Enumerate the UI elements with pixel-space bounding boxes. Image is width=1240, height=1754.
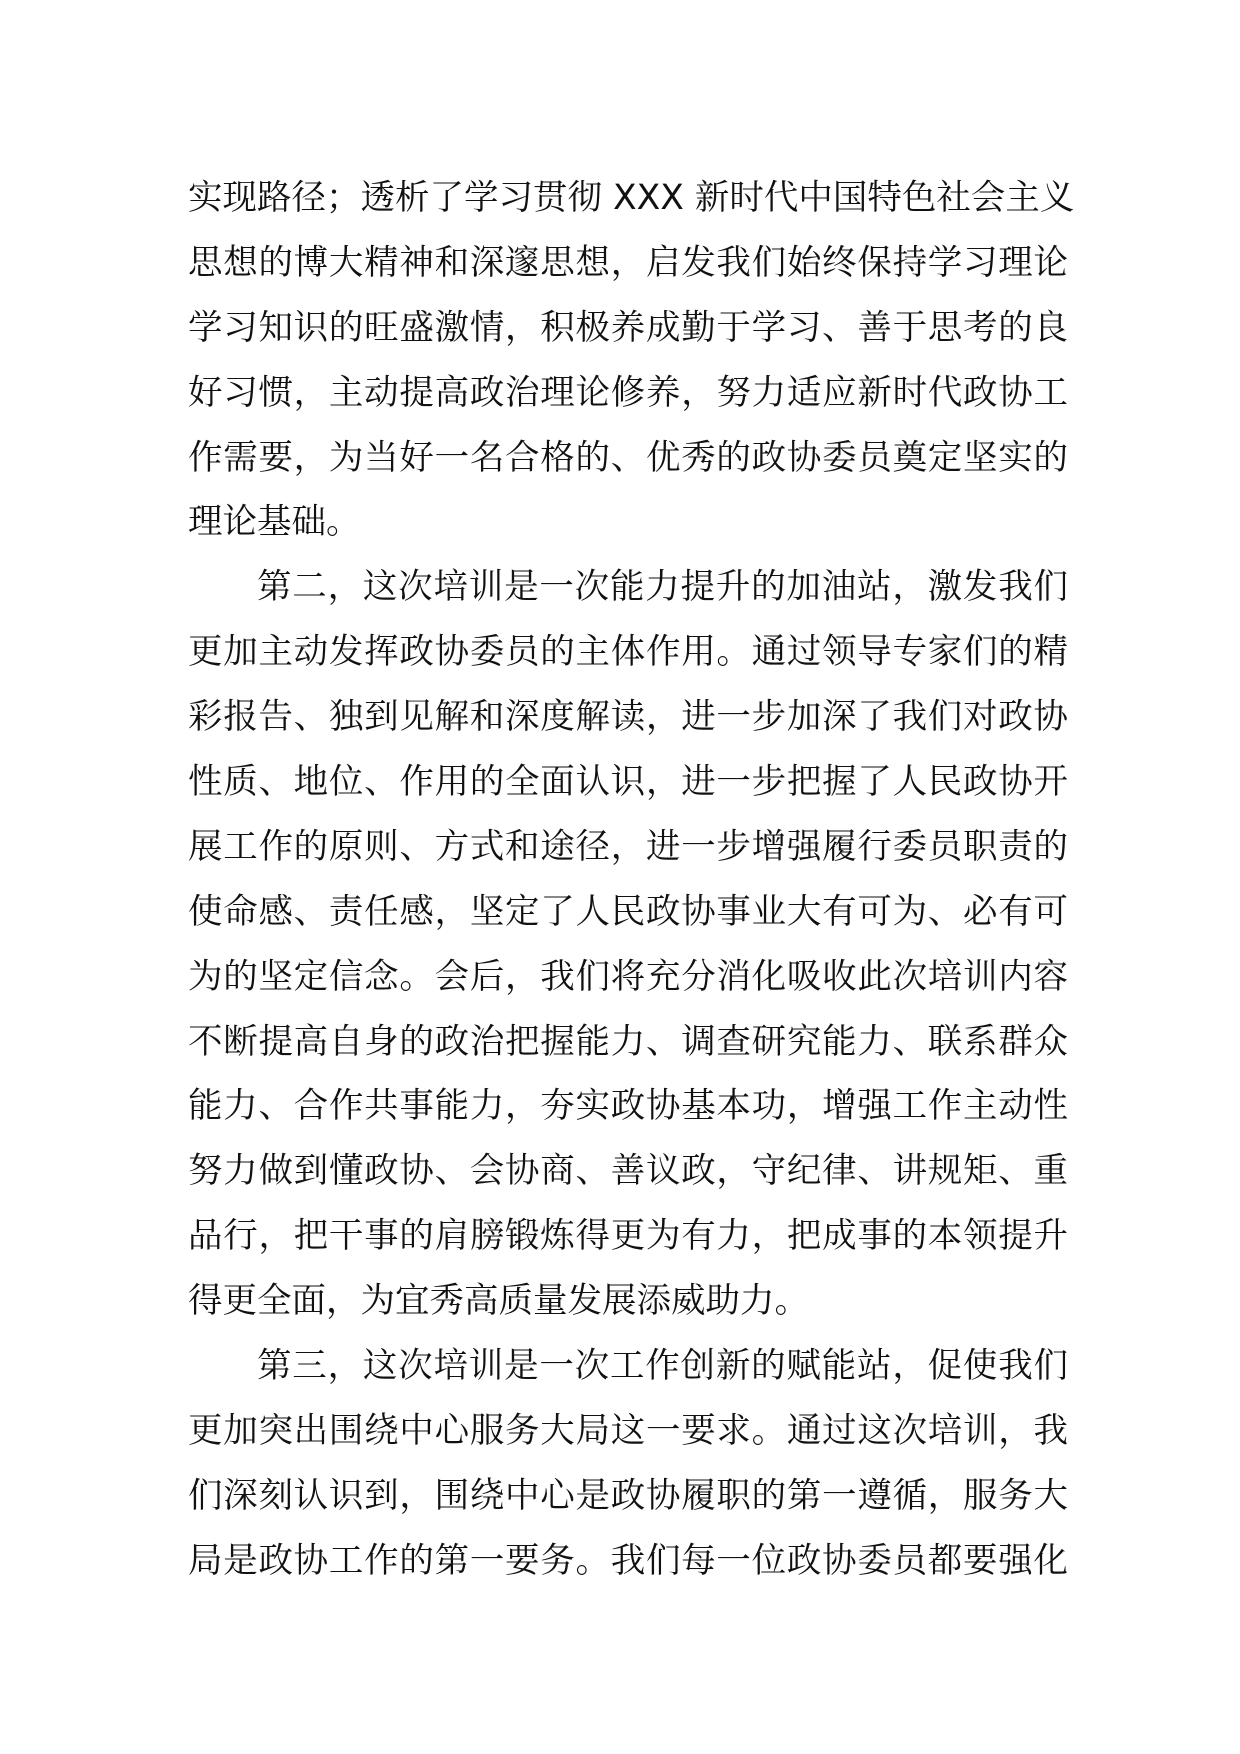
text-line: 努力做到懂政协、会协商、善议政，守纪律、讲规矩、重 (188, 1151, 1068, 1192)
text-line: 实现路径；透析了学习贯彻 XXX 新时代中国特色社会主义 (188, 178, 1075, 218)
paragraph-start-line: 第三，这次培训是一次工作创新的赋能站，促使我们 (257, 1346, 1068, 1387)
paragraph-start-line: 第二，这次培训是一次能力提升的加油站，激发我们 (257, 567, 1068, 608)
document-body (188, 166, 1075, 1594)
text-line: 局是政协工作的第一要务。我们每一位政协委员都要强化 (188, 1540, 1068, 1581)
text-line: 展工作的原则、方式和途径，进一步增强履行委员职责的 (188, 826, 1068, 867)
text-line: 思想的博大精神和深邃思想，启发我们始终保持学习理论 (188, 242, 1068, 283)
text-line: 好习惯，主动提高政治理论修养，努力适应新时代政协工 (188, 372, 1068, 413)
text-line: 学习知识的旺盛激情，积极养成勤于学习、善于思考的良 (188, 307, 1068, 348)
text-line: 能力、合作共事能力，夯实政协基本功，增强工作主动性 (188, 1086, 1068, 1127)
text-line: 不断提高自身的政治把握能力、调查研究能力、联系群众 (188, 1021, 1068, 1062)
text-line: 更加主动发挥政协委员的主体作用。通过领导专家们的精 (188, 632, 1068, 673)
text-line: 为的坚定信念。会后，我们将充分消化吸收此次培训内容 (188, 956, 1068, 997)
text-line: 彩报告、独到见解和深度解读，进一步加深了我们对政协 (188, 697, 1068, 738)
text-line: 们深刻认识到，围绕中心是政协履职的第一遵循，服务大 (188, 1475, 1068, 1516)
text-line: 作需要，为当好一名合格的、优秀的政协委员奠定坚实的 (188, 437, 1068, 478)
text-line: 性质、地位、作用的全面认识，进一步把握了人民政协开 (188, 762, 1068, 803)
text-line: 品行，把干事的肩膀锻炼得更为有力，把成事的本领提升 (188, 1216, 1068, 1257)
text-line: 使命感、责任感，坚定了人民政协事业大有可为、必有可 (188, 891, 1068, 932)
text-line: 理论基础。 (188, 502, 361, 543)
text-line: 得更全面，为宜秀高质量发展添威助力。 (188, 1281, 809, 1322)
text-line: 更加突出围绕中心服务大局这一要求。通过这次培训，我 (188, 1410, 1068, 1451)
